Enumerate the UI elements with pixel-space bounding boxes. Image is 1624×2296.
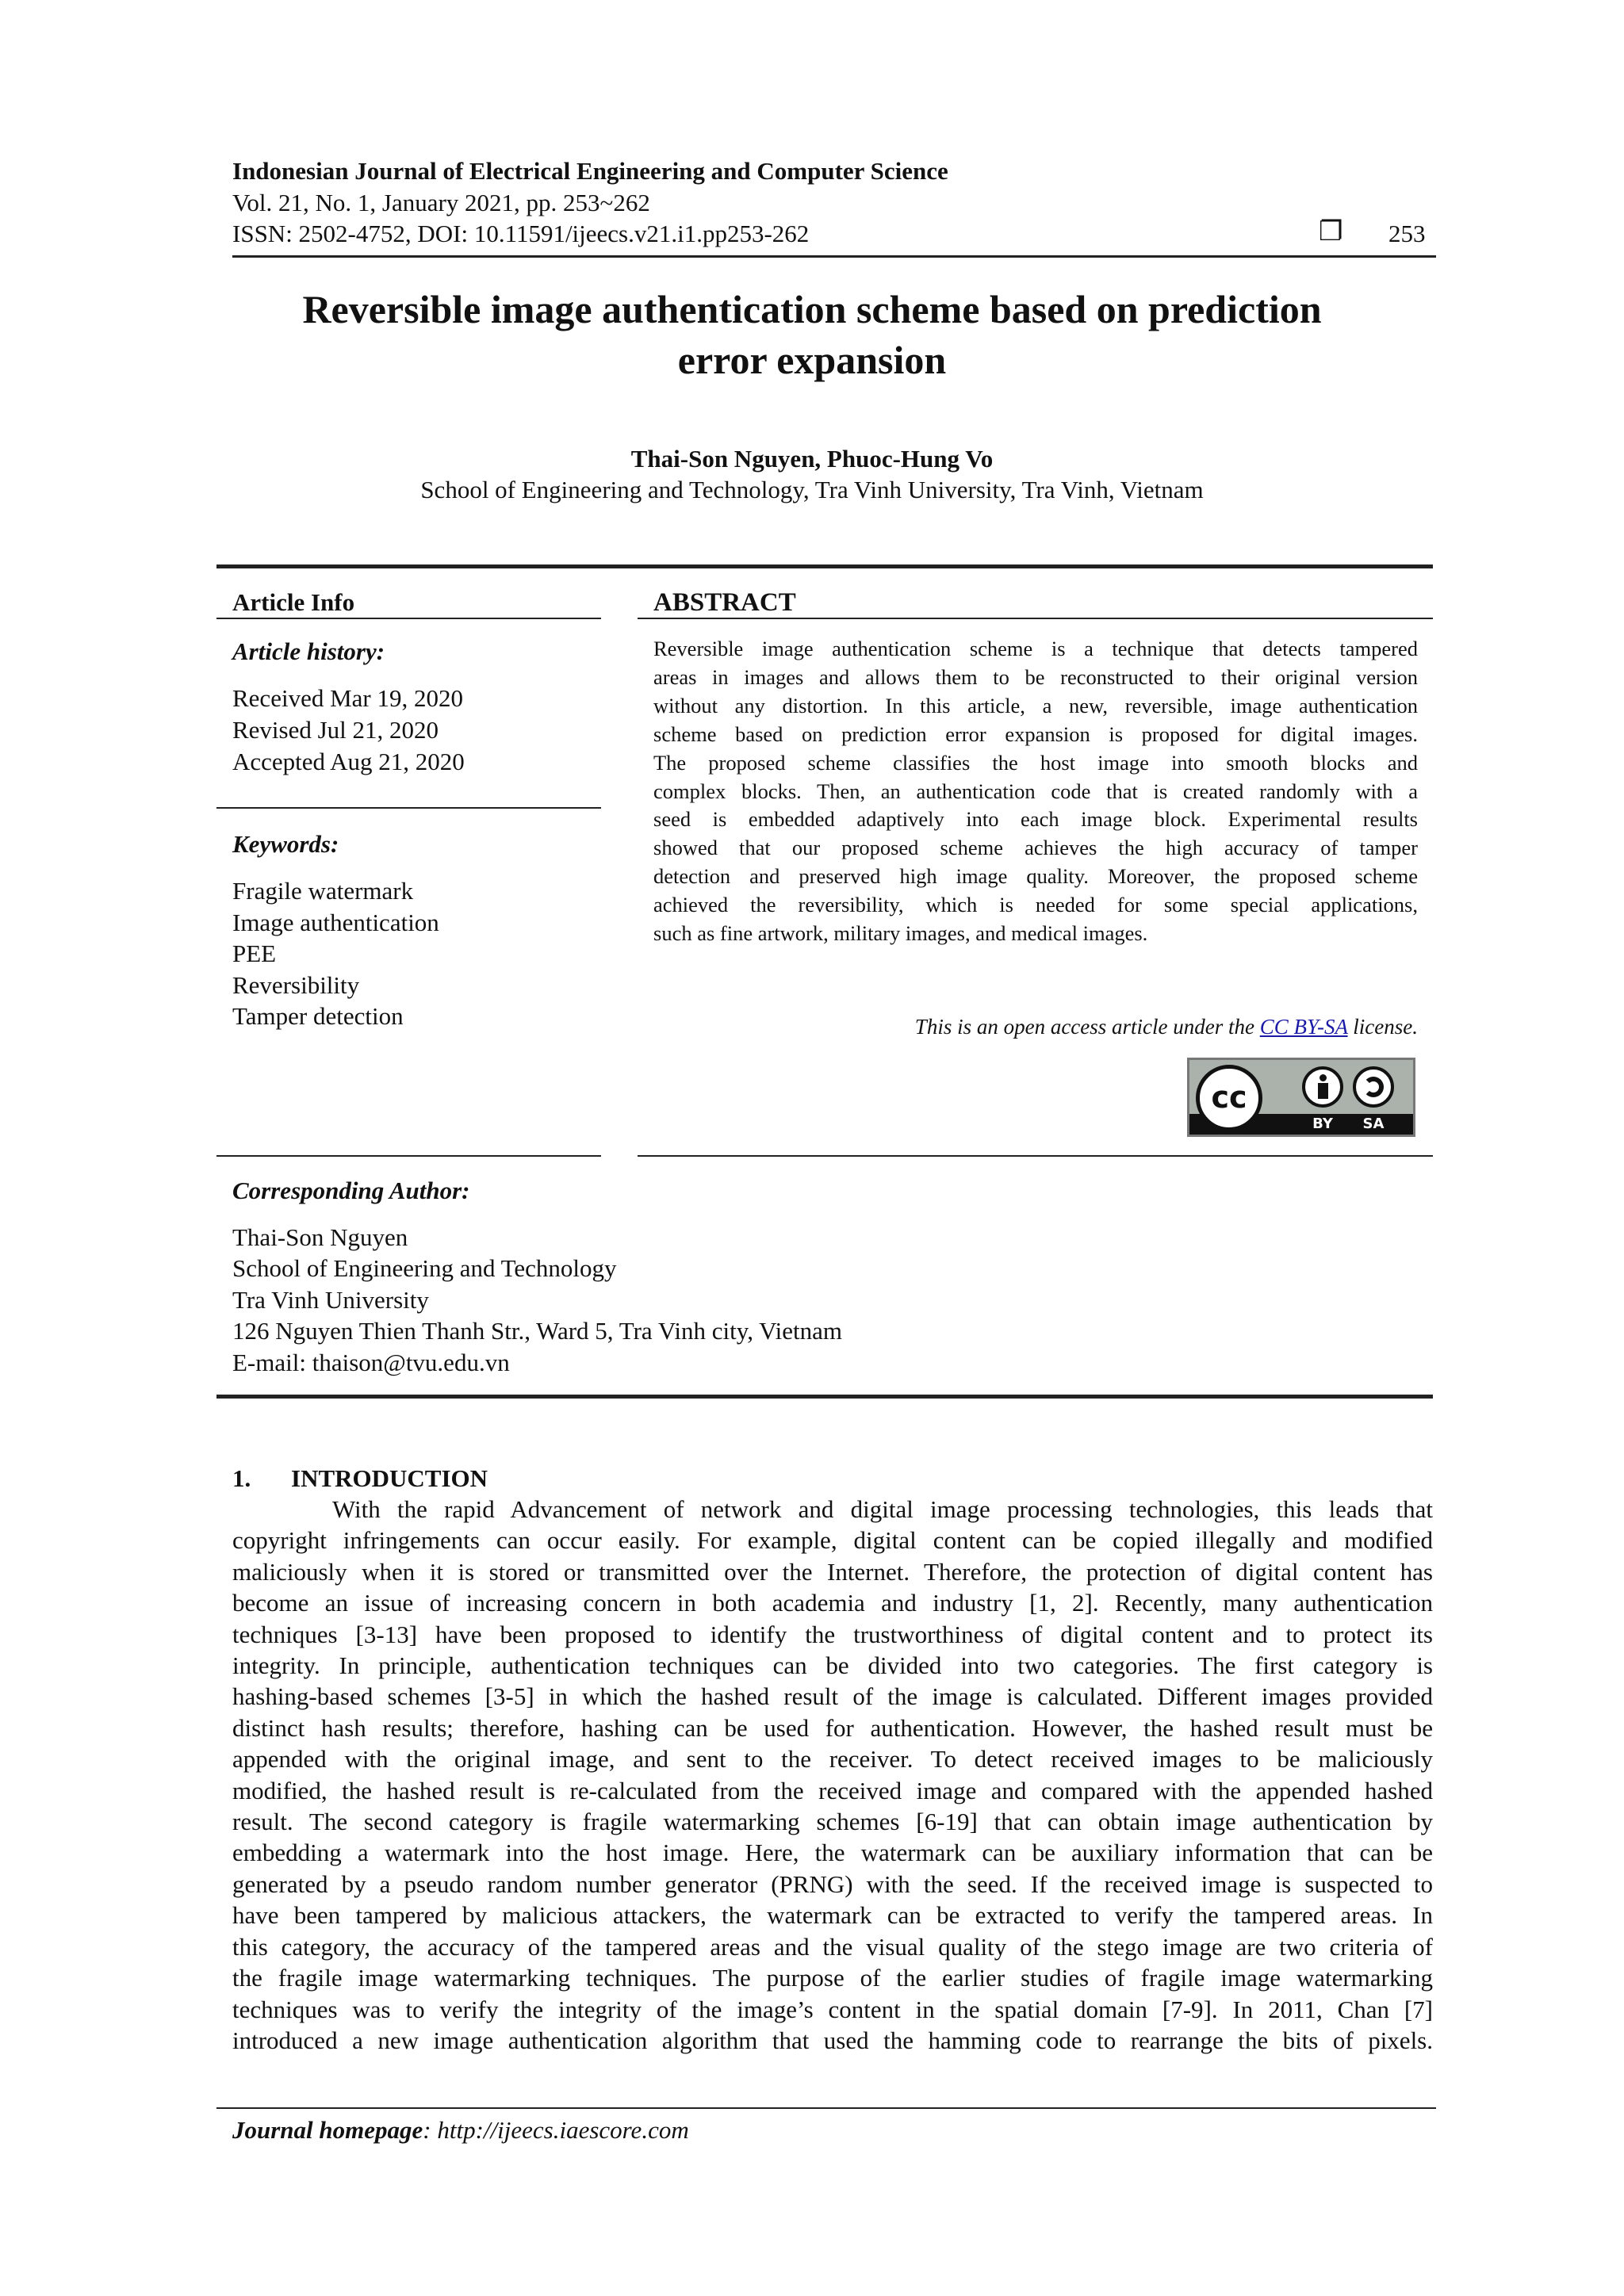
intro-line: integrity. In principle, authentication techniques can be divided into two categories. The first category is xyxy=(232,1651,1433,1680)
cc-by-sa-link[interactable]: CC BY-SA xyxy=(1259,1015,1348,1039)
share-alike-arc xyxy=(1363,1077,1384,1097)
license-prefix: This is an open access article under the xyxy=(914,1015,1260,1039)
abstract-line: without any distortion. In this article, a new, reversible, image authentication xyxy=(653,693,1418,718)
intro-line: copyright infringements can occur easily. For example, digital content can be copied illegally and modified xyxy=(232,1526,1433,1555)
page-number: 253 xyxy=(1388,220,1426,247)
intro-line: introduced a new image authentication algorithm that used the hamming code to rearrange the bits of pixels. xyxy=(232,2026,1433,2054)
box-icon: ❐ xyxy=(1319,216,1343,247)
intro-line: have been tampered by malicious attackers, the watermark can be extracted to verify the tampered areas. In xyxy=(232,1901,1433,1930)
intro-line: maliciously when it is stored or transmitted over the Internet. Therefore, the protection of digital content has xyxy=(232,1557,1433,1586)
issn-doi: ISSN: 2502-4752, DOI: 10.11591/ijeecs.v21.i1.pp253-262 xyxy=(232,220,810,247)
keyword-item: Image authentication xyxy=(232,909,439,936)
corresponding-author-label: Corresponding Author: xyxy=(232,1177,470,1204)
keywords-label: Keywords: xyxy=(232,830,339,858)
intro-line: embedding a watermark into the host image. Here, the watermark can be auxiliary information that can be xyxy=(232,1839,1433,1867)
license-suffix: license. xyxy=(1347,1015,1418,1039)
abstract-rule xyxy=(638,618,1433,619)
abstract-line: showed that our proposed scheme achieves the high accuracy of tamper xyxy=(653,836,1418,860)
intro-line: this category, the accuracy of the tampered areas and the visual quality of the stego image are two criteria of xyxy=(232,1932,1433,1961)
info-box-top-rule xyxy=(216,564,1433,568)
intro-line: techniques [3-13] have been proposed to identify the trustworthiness of digital content and to protect its xyxy=(232,1620,1433,1648)
history-rule xyxy=(216,807,601,809)
corresponding-address: 126 Nguyen Thien Thanh Str., Ward 5, Tra Vinh city, Vietnam xyxy=(232,1317,843,1345)
badge-by-label: BY xyxy=(1312,1115,1333,1132)
abstract-line: seed is embedded adaptively into each image block. Experimental results xyxy=(653,807,1418,832)
header-rule xyxy=(232,255,1436,258)
footer-rule xyxy=(216,2107,1436,2109)
history-received: Received Mar 19, 2020 xyxy=(232,684,463,712)
attribution-icon xyxy=(1302,1066,1343,1108)
abstract-line: achieved the reversibility, which is needed for some special applications, xyxy=(653,893,1418,917)
homepage-url[interactable]: http://ijeecs.iaescore.com xyxy=(437,2116,689,2144)
abstract-heading: ABSTRACT xyxy=(653,588,796,617)
abstract-line: complex blocks. Then, an authentication code that is created randomly with a xyxy=(653,779,1418,803)
journal-homepage xyxy=(232,2114,689,2146)
share-alike-icon xyxy=(1353,1066,1394,1108)
intro-line: hashing-based schemes [3-5] in which the hashed result of the image is calculated. Different images provided xyxy=(232,1682,1433,1711)
article-info-rule xyxy=(216,618,601,619)
history-revised: Revised Jul 21, 2020 xyxy=(232,716,439,744)
article-info-heading: Article Info xyxy=(232,588,355,616)
intro-line: result. The second category is fragile watermarking schemes [6-19] that can obtain image authentication by xyxy=(232,1808,1433,1836)
intro-line: techniques was to verify the integrity of the image’s content in the spatial domain [7-9]. In 2011, Chan [7] xyxy=(232,1995,1433,2023)
intro-line: appended with the original image, and sent to the receiver. To detect received images to be maliciously xyxy=(232,1745,1433,1774)
authors: Thai-Son Nguyen, Phuoc-Hung Vo xyxy=(630,445,994,473)
volume-info: Vol. 21, No. 1, January 2021, pp. 253~262 xyxy=(232,189,650,216)
intro-line: the fragile image watermarking techniques. The purpose of the earlier studies of fragile image watermarking xyxy=(232,1964,1433,1992)
history-accepted: Accepted Aug 21, 2020 xyxy=(232,748,465,775)
cc-by-sa-badge[interactable] xyxy=(1187,1058,1415,1137)
affiliation: School of Engineering and Technology, Tra Vinh University, Tra Vinh, Vietnam xyxy=(420,476,1204,503)
abstract-line: such as fine artwork, military images, and medical images. xyxy=(653,921,1148,946)
homepage-separator: : xyxy=(423,2116,438,2144)
intro-line: With the rapid Advancement of network and digital image processing technologies, this leads that xyxy=(332,1495,1433,1523)
keywords-rule xyxy=(216,1155,601,1157)
badge-sa-label: SA xyxy=(1362,1115,1385,1132)
corresponding-university: Tra Vinh University xyxy=(232,1286,429,1314)
corresponding-school: School of Engineering and Technology xyxy=(232,1254,617,1282)
attribution-head xyxy=(1320,1074,1327,1081)
abstract-line: scheme based on prediction error expansion is proposed for digital images. xyxy=(653,721,1418,746)
abstract-bottom-rule xyxy=(638,1155,1433,1157)
keyword-item: Tamper detection xyxy=(232,1002,404,1030)
homepage-label: Journal homepage xyxy=(232,2116,423,2144)
info-box-bottom-rule xyxy=(216,1395,1433,1399)
abstract-line: The proposed scheme classifies the host image into smooth blocks and xyxy=(653,750,1418,775)
journal-name: Indonesian Journal of Electrical Engineering and Computer Science xyxy=(232,157,948,185)
attribution-body xyxy=(1318,1083,1328,1099)
article-history-label: Article history: xyxy=(232,637,385,665)
abstract-line: detection and preserved high image quality. Moreover, the proposed scheme xyxy=(653,864,1418,889)
abstract-line: areas in images and allows them to be reconstructed to their original version xyxy=(653,664,1418,689)
introduction-body xyxy=(232,1494,1433,2056)
corresponding-name: Thai-Son Nguyen xyxy=(232,1223,408,1251)
license-line xyxy=(653,1012,1418,1041)
paper-title-line-1: Reversible image authentication scheme based on prediction xyxy=(302,287,1322,331)
introduction-heading: INTRODUCTION xyxy=(291,1464,488,1492)
paper-title-line-2: error expansion xyxy=(677,338,947,382)
intro-line: become an issue of increasing concern in both academia and industry [1, 2]. Recently, many authentication xyxy=(232,1589,1433,1617)
keyword-item: Fragile watermark xyxy=(232,877,414,905)
intro-line: modified, the hashed result is re-calculated from the received image and compared with the appended hashed xyxy=(232,1776,1433,1804)
corresponding-email[interactable]: E-mail: thaison@tvu.edu.vn xyxy=(232,1349,510,1376)
abstract-line: Reversible image authentication scheme is a technique that detects tampered xyxy=(653,637,1418,660)
intro-line: generated by a pseudo random number generator (PRNG) with the seed. If the received image is suspected to xyxy=(232,1869,1433,1898)
abstract-body xyxy=(653,635,1418,948)
cc-icon: cc xyxy=(1196,1065,1262,1131)
section-number: 1. xyxy=(232,1464,251,1492)
keyword-item: PEE xyxy=(232,939,277,967)
intro-line: distinct hash results; therefore, hashing can be used for authentication. However, the hashed result must be xyxy=(232,1713,1433,1742)
keyword-item: Reversibility xyxy=(232,971,360,999)
